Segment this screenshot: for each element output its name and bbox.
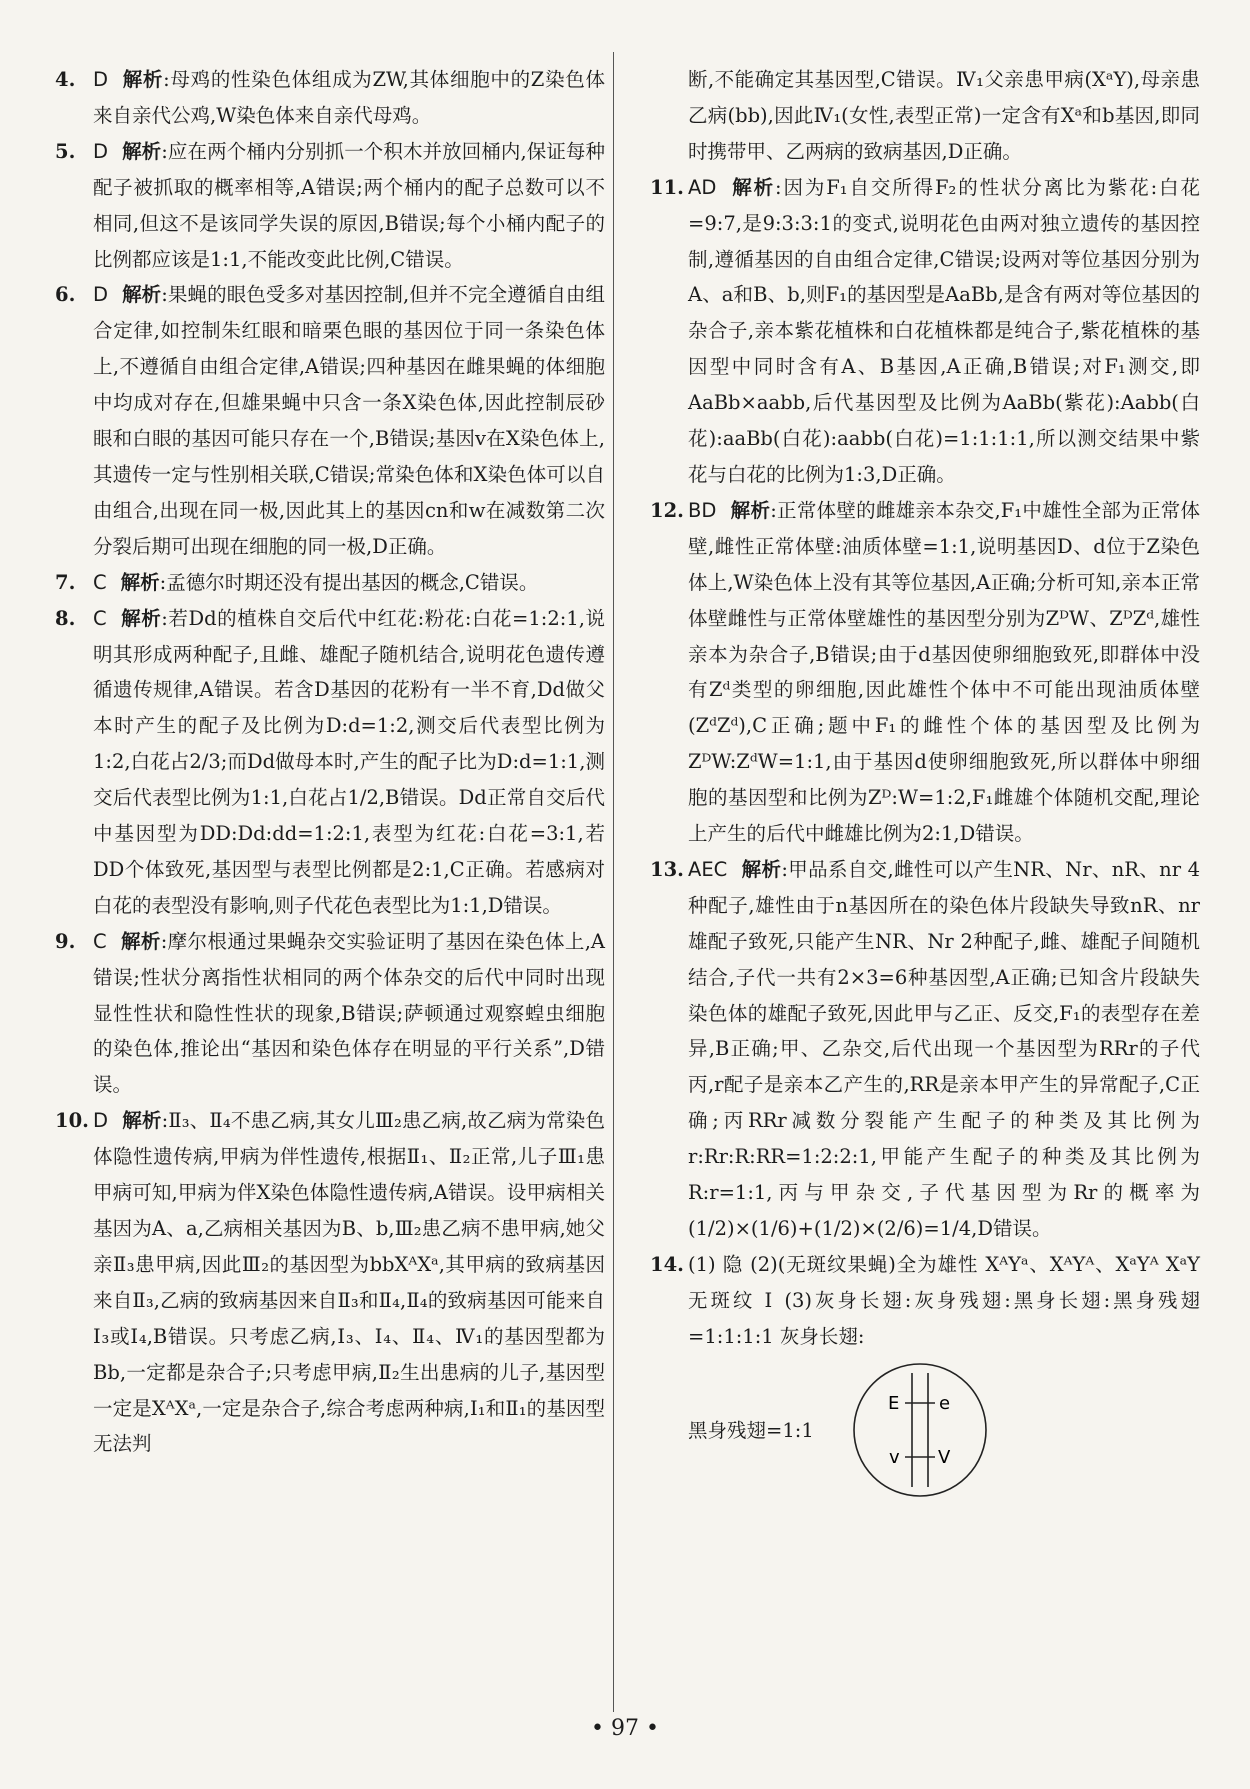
gene-label-top-right: e (939, 1392, 951, 1414)
answer-item-5 (55, 134, 605, 278)
analysis-label: 解析 (120, 929, 161, 953)
analysis-text: :正常体壁的雌雄亲本杂交,F₁中雄性全部为正常体壁,雌性正常体壁:油质体壁=1:1,说明基因D、d位于Z染色体上,W染色体上没有其等位基因,A正确;分析可知,亲本正常体壁雌性与正常体壁雄性的基因型分别为ZᴰW、ZᴰZᵈ,雄性亲本为杂合子,B错误;由于d基因使卵细胞致死,即群体中没有Zᵈ类型的卵细胞,因此雄性个体中不可能出现油质体壁(ZᵈZᵈ),C正确;题中F₁的雌性个体的基因型及比例为ZᴰW:ZᵈW=1:1,由于基因d使卵细胞致死,所以群体中卵细胞的基因型和比例为Zᴰ:W=1:2,F₁雌雄个体随机交配,理论上产生的后代中雌雄比例为2:1,D错误。 (688, 498, 1200, 846)
answer-key: C (93, 929, 107, 953)
analysis-text: :摩尔根通过果蝇杂交实验证明了基因在染色体上,A错误;性状分离指性状相同的两个体杂交的后代中同时出现显性性状和隐性性状的现象,B错误;萨顿通过观察蝗虫细胞的染色体,推论出“基因和染色体存在明显的平行关系”,D错误。 (93, 929, 605, 1097)
answer-item-10 (55, 1103, 605, 1462)
answer-key: BD (688, 498, 717, 522)
gene-label-bottom-right: V (938, 1446, 951, 1468)
page-number: • 97 • (591, 1716, 659, 1741)
answer-key: D (93, 68, 109, 91)
question-number: 14. (650, 1252, 684, 1276)
analysis-text: (1) 隐 (2)(无斑纹果蝇)全为雄性 XᴬYᵃ、XᴬYᴬ、XᵃYᴬ XᵃY 无斑纹 Ⅰ (3)灰身长翅:灰身残翅:黑身长翅:黑身残翅=1:1:1:1 灰身长翅: (688, 1252, 1200, 1348)
answer-key: AEC (688, 857, 728, 881)
analysis-text: :果蝇的眼色受多对基因控制,但并不完全遵循自由组合定律,如控制朱红眼和暗栗色眼的基因位于同一条染色体上,不遵循自由组合定律,A错误;四种基因在雌果蝇的体细胞中均成对存在,但雄果蝇中只含一条X染色体,因此控制辰砂眼和白眼的基因可能只存在一个,B错误;基因v在X染色体上,其遗传一定与性别相关联,C错误;常染色体和X染色体可以自由组合,出现在同一极,因此其上的基因cn和w在减数第二次分裂后期可出现在细胞的同一极,D正确。 (93, 283, 605, 558)
answer-item-6 (55, 277, 605, 564)
question-number: 5. (55, 139, 76, 163)
answer-item-11 (650, 170, 1200, 493)
gene-label-bottom-left: v (889, 1446, 900, 1468)
answer-key: D (93, 139, 109, 163)
analysis-label: 解析 (122, 139, 162, 163)
analysis-text: :应在两个桶内分别抓一个积木并放回桶内,保证每种配子被抓取的概率相等,A错误;两个桶内的配子总数可以不相同,但这不是该同学失误的原因,B错误;每个小桶内配子的比例都应该是1:1,不能改变此比例,C错误。 (93, 139, 605, 271)
question-number: 9. (55, 929, 76, 953)
analysis-label: 解析 (122, 283, 162, 307)
analysis-text: 断,不能确定其基因型,C错误。Ⅳ₁父亲患甲病(XᵃY),母亲患乙病(bb),因此Ⅳ₁(女性,表型正常)一定含有Xᵃ和b基因,即同时携带甲、乙两病的致病基因,D正确。 (688, 68, 1200, 163)
answer-key: AD (688, 175, 717, 199)
analysis-text: :孟德尔时期还没有提出基因的概念,C错误。 (159, 570, 539, 594)
answer-item-14 (650, 1247, 1200, 1355)
column-divider (613, 52, 614, 1712)
answer-key: D (93, 283, 109, 307)
question-number: 13. (650, 857, 684, 881)
gene-label-top-left: E (888, 1392, 900, 1414)
answer-item-4 (55, 62, 605, 134)
question-number: 7. (55, 570, 76, 594)
cell-circle (854, 1364, 986, 1496)
answer-item-9 (55, 924, 605, 1104)
analysis-text: :Ⅱ₃、Ⅱ₄不患乙病,其女儿Ⅲ₂患乙病,故乙病为常染色体隐性遗传病,甲病为伴性遗传,根据Ⅱ₁、Ⅱ₂正常,儿子Ⅲ₁患甲病可知,甲病为伴X染色体隐性遗传病,A错误。设甲病相关基因为A、a,乙病相关基因为B、b,Ⅲ₂患乙病不患甲病,她父亲Ⅱ₃患甲病,因此Ⅲ₂的基因型为bbXᴬXᵃ,其甲病的致病基因来自Ⅱ₃,乙病的致病基因来自Ⅱ₃和Ⅱ₄,Ⅱ₄的致病基因可能来自Ⅰ₃或Ⅰ₄,B错误。只考虑乙病,Ⅰ₃、Ⅰ₄、Ⅱ₄、Ⅳ₁的基因型都为Bb,一定都是杂合子;只考虑甲病,Ⅱ₂生出患病的儿子,基因型一定是XᴬXᵃ,一定是杂合子,综合考虑两种病,Ⅰ₁和Ⅱ₁的基因型无法判 (93, 1109, 605, 1456)
analysis-label: 解析 (120, 570, 160, 594)
q14-tail-text: 黑身残翅=1:1 (688, 1418, 814, 1442)
analysis-text: :母鸡的性染色体组成为ZW,其体细胞中的Z染色体来自亲代公鸡,W染色体来自亲代母鸡。 (93, 68, 605, 127)
question-number: 11. (650, 175, 684, 199)
question-number: 12. (650, 498, 684, 522)
analysis-text: :因为F₁自交所得F₂的性状分离比为紫花:白花=9:7,是9:3:3:1的变式,说明花色由两对独立遗传的基因控制,遵循基因的自由组合定律,C错误;设两对等位基因分别为A、a和B、b,则F₁的基因型是AaBb,是含有两对等位基因的杂合子,亲本紫花植株和白花植株都是纯合子,紫花植株的基因型中同时含有A、B基因,A正确,B错误;对F₁测交,即AaBb×aabb,后代基因型及比例为AaBb(紫花):Aabb(白花):aaBb(白花):aabb(白花)=1:1:1:1,所以测交结果中紫花与白花的比例为1:3,D正确。 (688, 175, 1200, 486)
answer-item-12 (650, 493, 1200, 852)
answer-key: C (93, 606, 107, 630)
right-column (650, 62, 1200, 1525)
analysis-label: 解析 (730, 175, 776, 199)
analysis-text: :甲品系自交,雌性可以产生NR、Nr、nR、nr 4种配子,雄性由于n基因所在的染色体片段缺失导致nR、nr雄配子致死,只能产生NR、Nr 2种配子,雌、雄配子间随机结合,子代一共有2×3=6种基因型,A正确;已知含片段缺失染色体的雄配子致死,因此甲与乙正、反交,F₁的表型存在差异,B正确;甲、乙杂交,后代出现一个基因型为RRr的子代丙,r配子是亲本乙产生的,RR是亲本甲产生的异常配子,C正确;丙RRr减数分裂能产生配子的种类及其比例为r:Rr:R:RR=1:2:2:1,甲能产生配子的种类及其比例为R:r=1:1,丙与甲杂交,子代基因型为Rr的概率为(1/2)×(1/6)+(1/2)×(2/6)=1/4,D错误。 (688, 857, 1200, 1240)
analysis-label: 解析 (120, 606, 162, 630)
answer-item-10-continued (650, 62, 1200, 170)
answer-key: C (93, 570, 107, 594)
question-number: 10. (55, 1109, 89, 1133)
analysis-label: 解析 (730, 498, 771, 522)
answer-item-13 (650, 852, 1200, 1247)
answer-key: D (93, 1109, 109, 1133)
analysis-text: :若Dd的植株自交后代中红花:粉花:白花=1:2:1,说明其形成两种配子,且雌、雄配子随机结合,说明花色遗传遵循遗传规律,A错误。若含D基因的花粉有一半不育,Dd做父本时产生的配子及比例为D:d=1:2,测交后代表型比例为1:2,白花占2/3;而Dd做母本时,产生的配子比为D:d=1:1,测交后代表型比例为1:1,白花占1/2,B错误。Dd正常自交后代中基因型为DD:Dd:dd=1:2:1,表型为红花:白花=3:1,若DD个体致死,基因型与表型比例都是2:1,C正确。若感病对白花的表型没有影响,则子代花色表型比为1:1,D错误。 (93, 606, 605, 917)
question-number: 6. (55, 283, 76, 307)
left-column (55, 62, 605, 1462)
analysis-label: 解析 (741, 857, 782, 881)
question-number: 4. (55, 68, 76, 91)
answer-item-8 (55, 601, 605, 924)
q14-diagram-row (650, 1355, 1200, 1525)
chromosome-diagram (850, 1355, 990, 1505)
question-number: 8. (55, 606, 76, 630)
analysis-label: 解析 (122, 1109, 162, 1133)
analysis-label: 解析 (122, 68, 164, 91)
answer-item-7 (55, 565, 605, 601)
